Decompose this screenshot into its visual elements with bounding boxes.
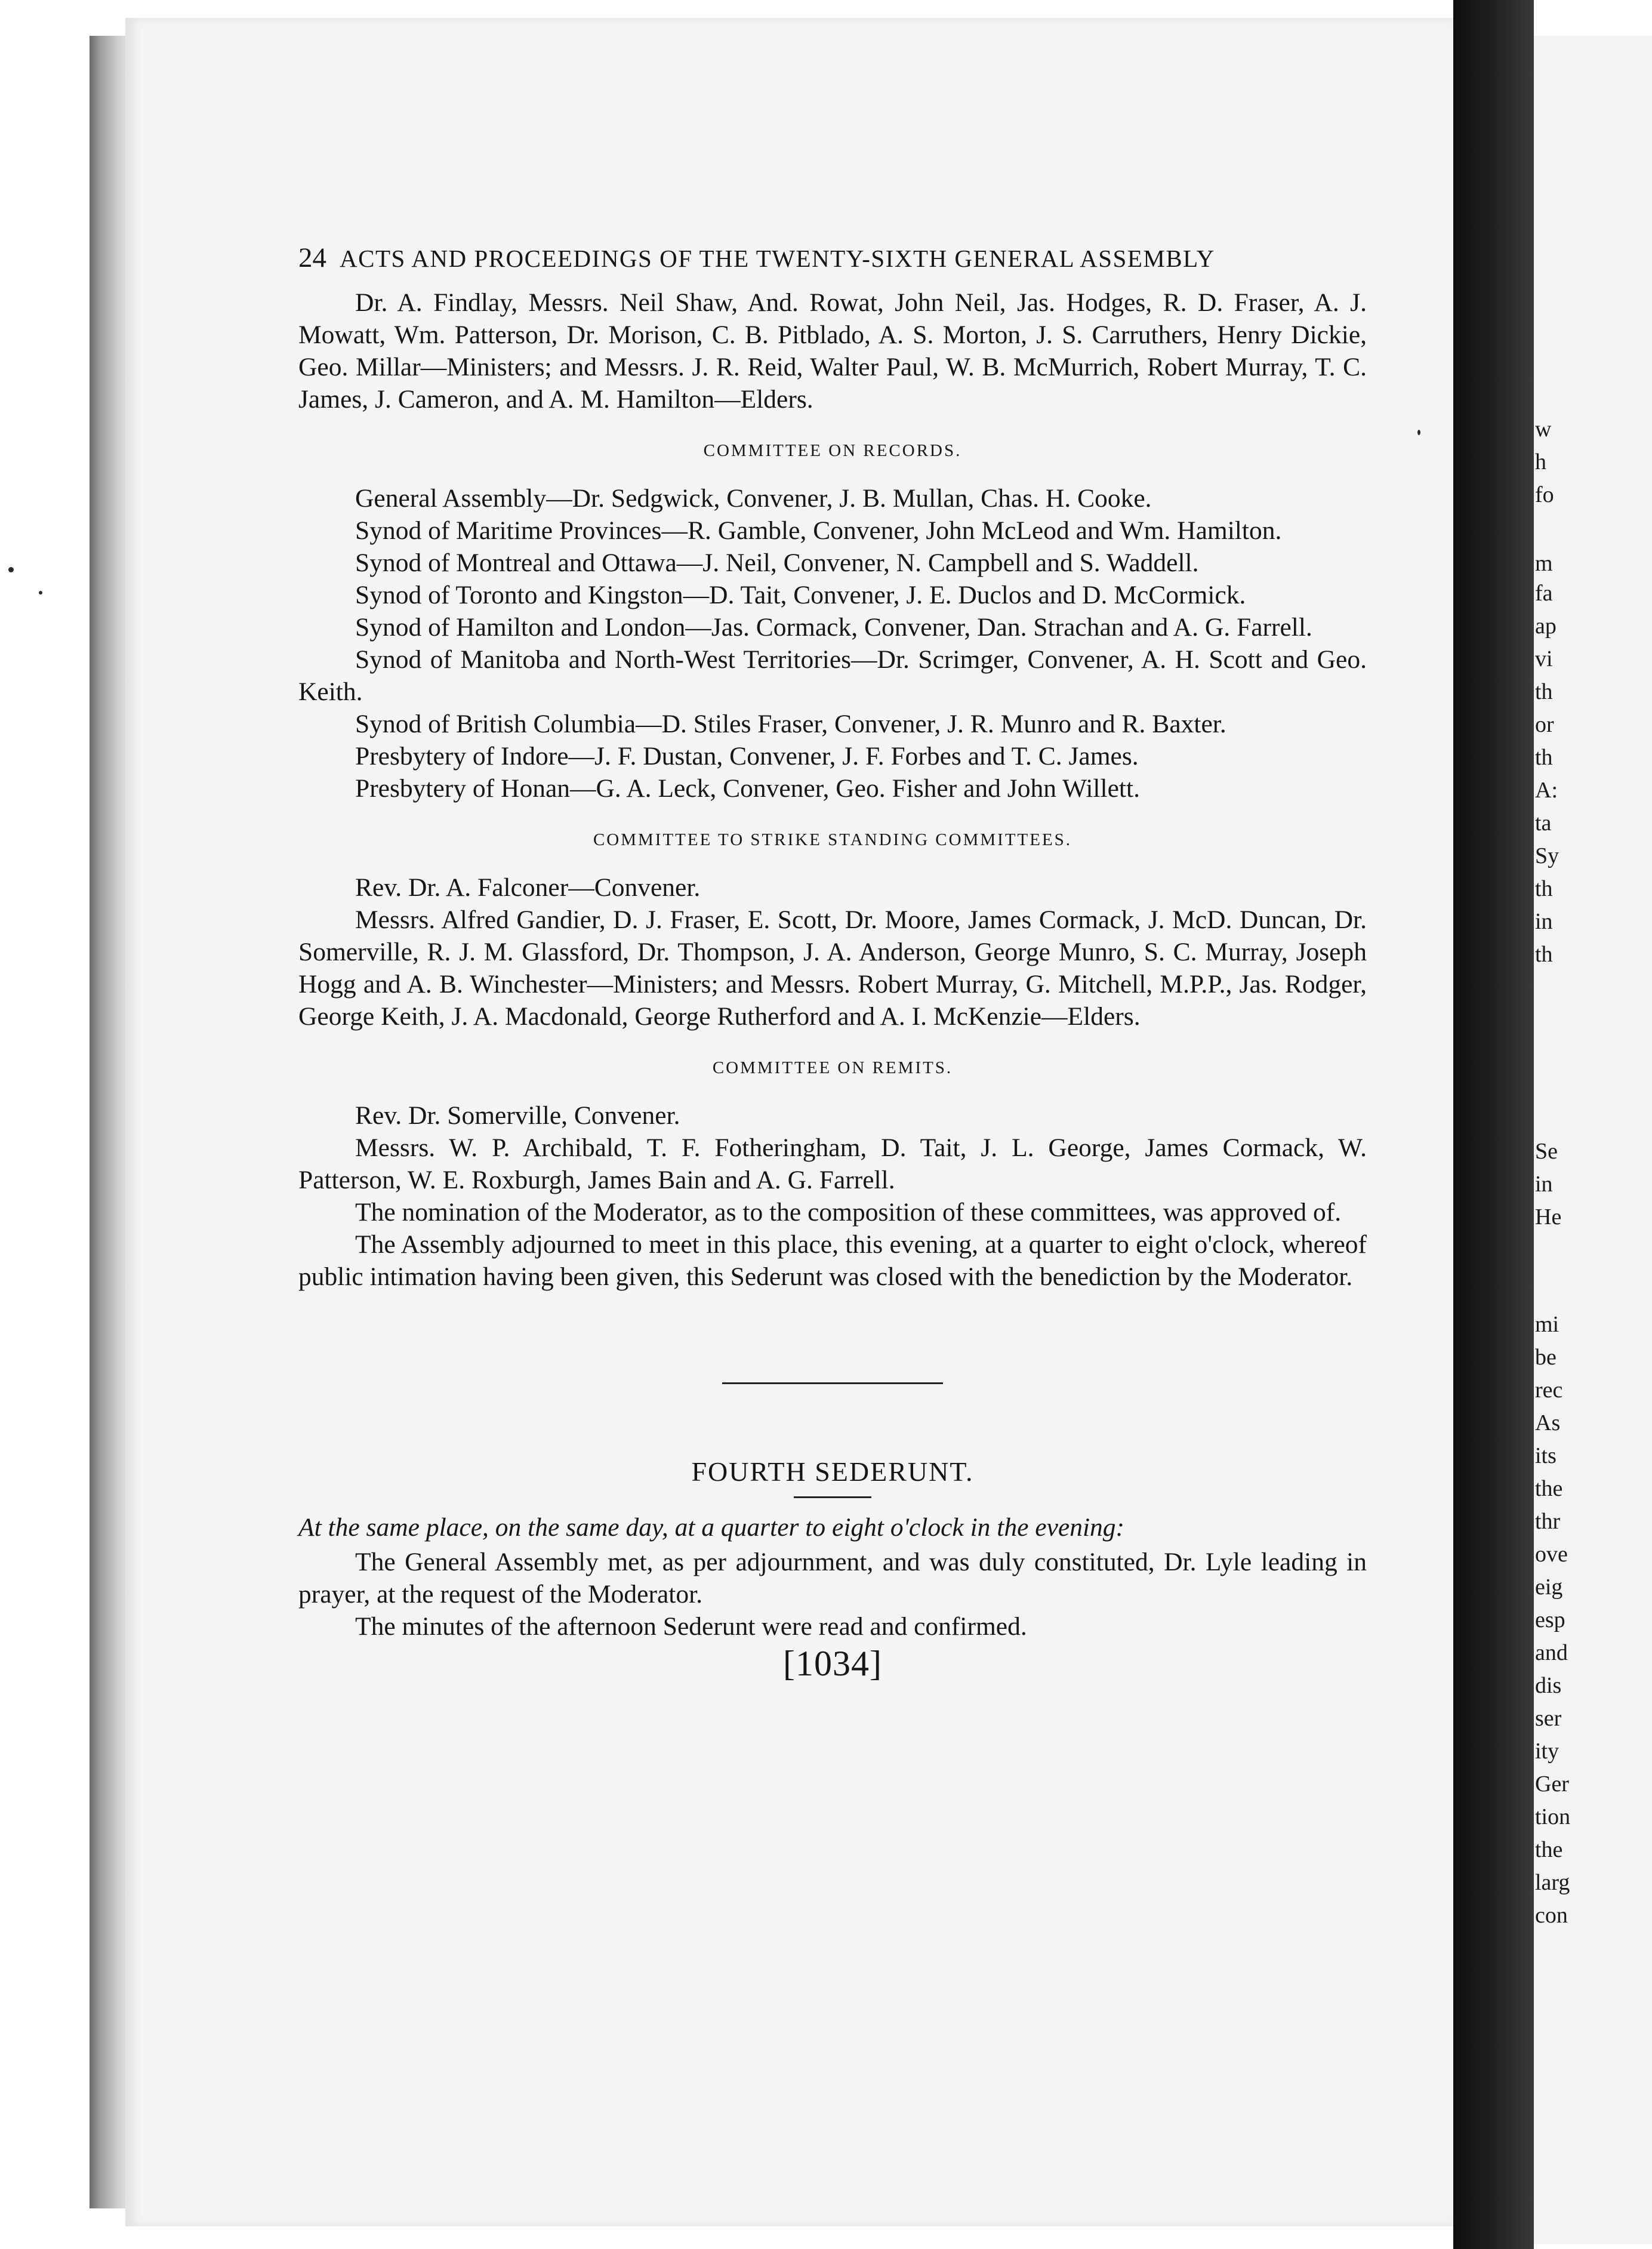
facing-page-fragment: fa xyxy=(1535,581,1553,606)
facing-page-fragment: ove xyxy=(1535,1542,1568,1567)
intro-paragraph: Dr. A. Findlay, Messrs. Neil Shaw, And. Rowat, John Neil, Jas. Hodges, R. D. Fraser, A. J. Mowatt, Wm. Patterson, Dr. Morison, C. B. Pitblado, A. S. Morton, J. S. Carruthers, Henry Dickie, Geo. Millar—Ministers; and Messrs. J. R. Reid, Walter Paul, W. B. McMurrich, Robert Murray, T. C. James, J. Cameron, and A. M. Hamilton—Elders. xyxy=(298,288,1367,414)
committee-members: Messrs. W. P. Archibald, T. F. Fotheringham, D. Tait, J. L. George, James Cormack, W. Patterson, W. E. Roxburgh, James Bain and A. G. Farrell. xyxy=(298,1133,1367,1194)
facing-page-fragment: and xyxy=(1535,1640,1568,1665)
section-divider xyxy=(722,1382,943,1384)
committee-members: Messrs. Alfred Gandier, D. J. Fraser, E. Scott, Dr. Moore, James Cormack, J. McD. Duncan, Dr. Somerville, R. J. M. Glassford, Dr. Thompson, J. A. Anderson, George Munro, S. C. Murray, Joseph Hogg and A. B. Winchester—Ministers; and Messrs. Robert Murray, G. Mitchell, M.P.P., Jas. Rodger, George Keith, J. A. Macdonald, George Rutherford and A. I. McKenzie—Elders. xyxy=(298,905,1367,1031)
facing-page-fragment: ta xyxy=(1535,811,1552,836)
facing-page-fragment: ap xyxy=(1535,614,1557,639)
facing-page-edge xyxy=(1534,36,1652,2244)
running-title: ACTS AND PROCEEDINGS OF THE TWENTY-SIXTH GENERAL ASSEMBLY xyxy=(340,245,1215,272)
facing-page-fragment: the xyxy=(1535,1476,1563,1501)
adjournment-paragraph: The Assembly adjourned to meet in this place, this evening, at a quarter to eight o'clock, whereof public intimation having been given, this Sederunt was closed with the benediction by the Moderator. xyxy=(298,1230,1367,1291)
book-gutter xyxy=(1453,0,1534,2249)
facing-page-fragment: thr xyxy=(1535,1509,1561,1534)
nomination-paragraph: The nomination of the Moderator, as to the composition of these committees, was approved of. xyxy=(355,1198,1342,1227)
facing-page-fragment: th xyxy=(1535,679,1553,704)
place-line: At the same place, on the same day, at a quarter to eight o'clock in the evening: xyxy=(298,1513,1125,1542)
record-entry: General Assembly—Dr. Sedgwick, Convener, J. B. Mullan, Chas. H. Cooke. xyxy=(355,484,1152,513)
facing-page-fragment: th xyxy=(1535,876,1553,901)
assembly-met-paragraph: The General Assembly met, as per adjournment, and was duly constituted, Dr. Lyle leading in prayer, at the request of the Moderator. xyxy=(298,1548,1367,1609)
record-entry: Synod of Toronto and Kingston—D. Tait, Convener, J. E. Duclos and D. McCormick. xyxy=(355,581,1246,609)
committee-convener: Rev. Dr. A. Falconer—Convener. xyxy=(355,873,701,902)
facing-page-fragment: con xyxy=(1535,1903,1568,1928)
facing-page-fragment: vi xyxy=(1535,646,1553,671)
page-number: 24 xyxy=(298,242,326,273)
facing-page-fragment: As xyxy=(1535,1410,1561,1435)
facing-page-fragment: fo xyxy=(1535,482,1554,507)
facing-page-fragment: dis xyxy=(1535,1673,1562,1698)
record-entry: Synod of Maritime Provinces—R. Gamble, Convener, John McLeod and Wm. Hamilton. xyxy=(355,516,1282,545)
record-entry: Synod of Hamilton and London—Jas. Cormack, Convener, Dan. Strachan and A. G. Farrell. xyxy=(355,613,1312,642)
record-entry: Synod of Montreal and Ottawa—J. Neil, Convener, N. Campbell and S. Waddell. xyxy=(355,549,1199,577)
page-text-column xyxy=(298,242,1367,1683)
committee-records-list xyxy=(298,482,1367,805)
committee-heading: COMMITTEE ON RECORDS. xyxy=(703,441,962,460)
facing-page-fragment: the xyxy=(1535,1837,1563,1862)
committee-heading: COMMITTEE ON REMITS. xyxy=(712,1058,953,1077)
scan-speck xyxy=(1417,430,1420,435)
facing-page-fragment: m xyxy=(1535,551,1553,576)
facing-page-fragment: th xyxy=(1535,745,1553,770)
committee-convener: Rev. Dr. Somerville, Convener. xyxy=(355,1101,680,1130)
section-title: FOURTH SEDERUNT. xyxy=(691,1456,974,1487)
facing-page-fragment: eig xyxy=(1535,1575,1563,1600)
facing-page-fragment: Sy xyxy=(1535,843,1559,868)
facing-page-fragment: esp xyxy=(1535,1607,1565,1632)
minutes-paragraph: The minutes of the afternoon Sederunt were read and confirmed. xyxy=(355,1612,1027,1641)
facing-page-fragment: mi xyxy=(1535,1312,1559,1337)
facing-page-fragment: ser xyxy=(1535,1706,1562,1731)
facing-page-fragment: th xyxy=(1535,942,1553,967)
facing-page-fragment: A: xyxy=(1535,778,1558,803)
committee-heading: COMMITTEE TO STRIKE STANDING COMMITTEES. xyxy=(593,830,1072,849)
scan-speck xyxy=(8,567,14,572)
facing-page-fragment: rec xyxy=(1535,1378,1563,1403)
facing-page-fragment: ity xyxy=(1535,1739,1559,1764)
record-entry: Synod of Manitoba and North-West Territories—Dr. Scrimger, Convener, A. H. Scott and Geo. Keith. xyxy=(298,645,1367,706)
facing-page-fragment: h xyxy=(1535,449,1546,475)
facing-page-fragment: or xyxy=(1535,712,1554,737)
record-entry: Presbytery of Indore—J. F. Dustan, Convener, J. F. Forbes and T. C. James. xyxy=(355,742,1139,771)
facing-page-fragment: larg xyxy=(1535,1870,1570,1895)
facing-page-fragment: tion xyxy=(1535,1804,1571,1829)
record-entry: Synod of British Columbia—D. Stiles Fraser, Convener, J. R. Munro and R. Baxter. xyxy=(355,710,1226,738)
title-underline xyxy=(794,1496,871,1498)
facing-page-fragment: Se xyxy=(1535,1139,1558,1164)
facing-page-fragment: its xyxy=(1535,1443,1557,1468)
facing-page-fragment: in xyxy=(1535,909,1553,934)
facing-page-fragment: Ger xyxy=(1535,1772,1569,1797)
facing-page-fragment: He xyxy=(1535,1204,1562,1230)
record-entry: Presbytery of Honan—G. A. Leck, Convener, Geo. Fisher and John Willett. xyxy=(355,774,1140,803)
facing-page-fragment: in xyxy=(1535,1172,1553,1197)
running-header xyxy=(298,242,1367,275)
scan-speck xyxy=(39,591,42,594)
facing-page-fragment: w xyxy=(1535,417,1552,442)
facing-page-fragment: be xyxy=(1535,1345,1557,1370)
folio-number: [1034] xyxy=(783,1644,882,1683)
